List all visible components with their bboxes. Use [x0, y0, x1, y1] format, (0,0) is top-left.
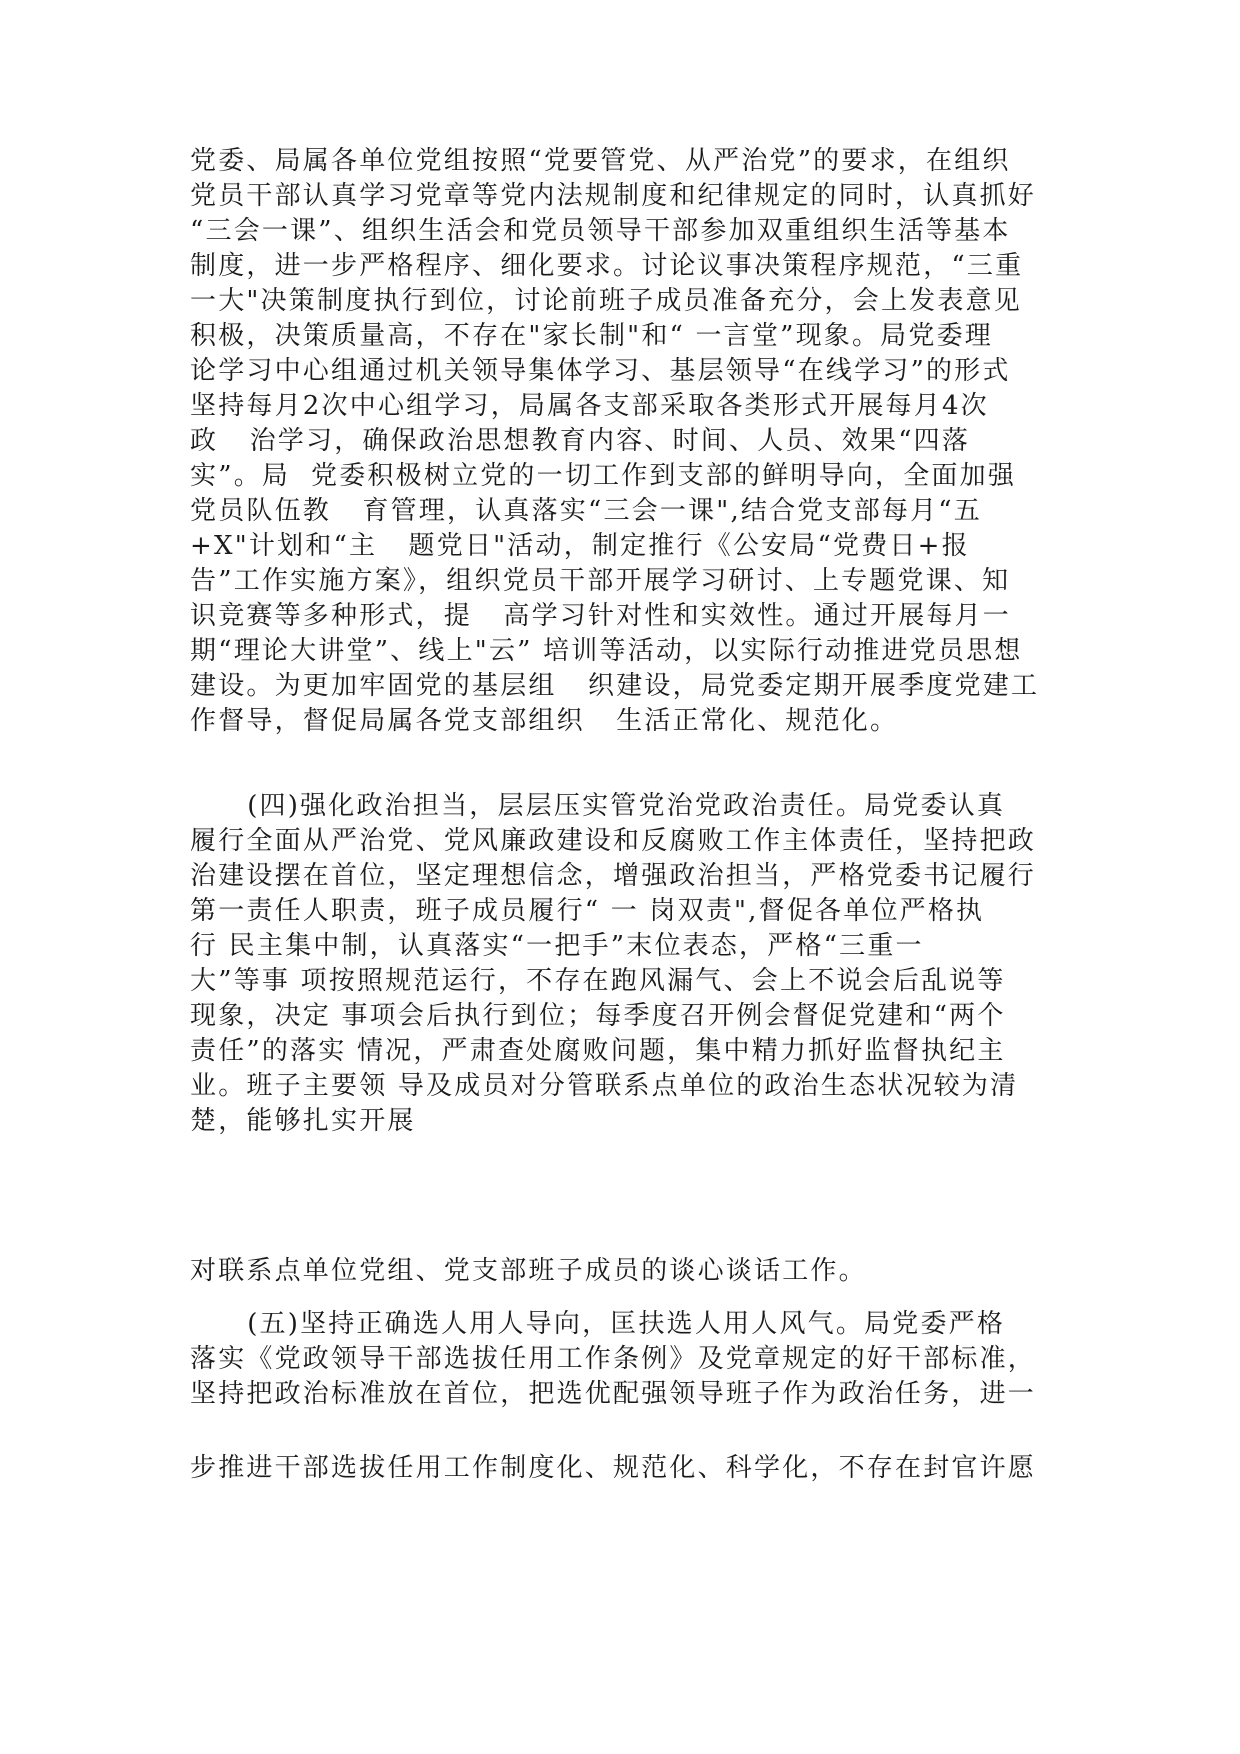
- text-line: 行 民主集中制，认真落实“一把手”末位表态，严格“三重一: [190, 931, 924, 961]
- text-line: 识竞赛等多种形式，提 高学习针对性和实效性。通过开展每月一: [190, 601, 1011, 631]
- text-line: 业。班子主要领 导及成员对分管联系点单位的政治生态状况较为清: [190, 1071, 1019, 1101]
- paragraph-section-four: [190, 789, 1052, 1139]
- text-line: 制度，进一步严格程序、细化要求。讨论议事决策程序规范，“三重: [190, 251, 1024, 281]
- text-line: 坚持把政治标准放在首位，把选优配强领导班子作为政治任务，进一: [190, 1379, 1037, 1409]
- text-line: 党委、局属各单位党组按照“党要管党、从严治党”的要求，在组织: [190, 146, 1011, 176]
- text-line: 实”。局 党委积极树立党的一切工作到支部的鲜明导向，全面加强: [190, 461, 1017, 491]
- text-line: 落实《党政领导干部选拔任用工作条例》及党章规定的好干部标准，: [190, 1344, 1037, 1374]
- text-line: 告”工作实施方案》，组织党员干部开展学习研讨、上专题党课、知: [190, 566, 1011, 596]
- text-line: 期“理论大讲堂”、线上"云” 培训等活动，以实际行动推进党员思想: [190, 636, 1023, 666]
- text-line: 步推进干部选拔任用工作制度化、规范化、科学化，不存在封官许愿: [190, 1453, 1037, 1483]
- paragraph-party-discipline: [190, 144, 1052, 739]
- text-line: 大”等事 项按照规范运行，不存在跑风漏气、会上不说会后乱说等: [190, 966, 1006, 996]
- text-line: “三会一课”、组织生活会和党员领导干部参加双重组织生活等基本: [190, 216, 1011, 246]
- paragraph-section-five: [190, 1307, 1052, 1412]
- text-line: 论学习中心组通过机关领导集体学习、基层领导“在线学习”的形式: [190, 356, 1011, 386]
- text-line: 积极，决策质量高，不存在"家长制"和“ 一言堂”现象。局党委理: [190, 321, 993, 351]
- text-line: 对联系点单位党组、党支部班子成员的谈心谈话工作。: [190, 1256, 867, 1286]
- section-heading-line: (四)强化政治担当，层层压实管党治党政治责任。局党委认真: [247, 791, 1006, 821]
- text-line: +X"计划和“主 题党日"活动，制定推行《公安局“党费日+报: [190, 531, 970, 561]
- text-line: 责任”的落实 情况，严肃查处腐败问题，集中精力抓好监督执纪主: [190, 1036, 1006, 1066]
- text-line: 现象，决定 事项会后执行到位；每季度召开例会督促党建和“两个: [190, 1001, 1006, 1031]
- text-line: 作督导，督促局属各党支部组织 生活正常化、规范化。: [190, 706, 899, 736]
- text-line: 党员干部认真学习党章等党内法规制度和纪律规定的同时，认真抓好: [190, 181, 1037, 211]
- text-line: 党员队伍教 育管理，认真落实“三会一课",结合党支部每月“五: [190, 496, 983, 526]
- text-line: 政 治学习，确保政治思想教育内容、时间、人员、效果“四落: [190, 426, 971, 456]
- text-line: 第一责任人职责，班子成员履行“ 一 岗双责",督促各单位严格执: [190, 896, 985, 926]
- section-heading-line: (五)坚持正确选人用人导向，匡扶选人用人风气。局党委严格: [247, 1309, 1006, 1339]
- text-line: 履行全面从严治党、党风廉政建设和反腐败工作主体责任，坚持把政: [190, 826, 1037, 856]
- paragraph-section-five-continued: [190, 1451, 1052, 1486]
- text-line: 一大"决策制度执行到位，讨论前班子成员准备充分，会上发表意见: [190, 286, 1022, 316]
- text-line: 建设。为更加牢固党的基层组 织建设，局党委定期开展季度党建工: [190, 671, 1040, 701]
- text-line: 楚，能够扎实开展: [190, 1106, 416, 1136]
- text-line: 坚持每月2次中心组学习，局属各支部采取各类形式开展每月4次: [190, 391, 989, 421]
- paragraph-continuation: [190, 1254, 1052, 1289]
- text-line: 治建设摆在首位，坚定理想信念，增强政治担当，严格党委书记履行: [190, 861, 1037, 891]
